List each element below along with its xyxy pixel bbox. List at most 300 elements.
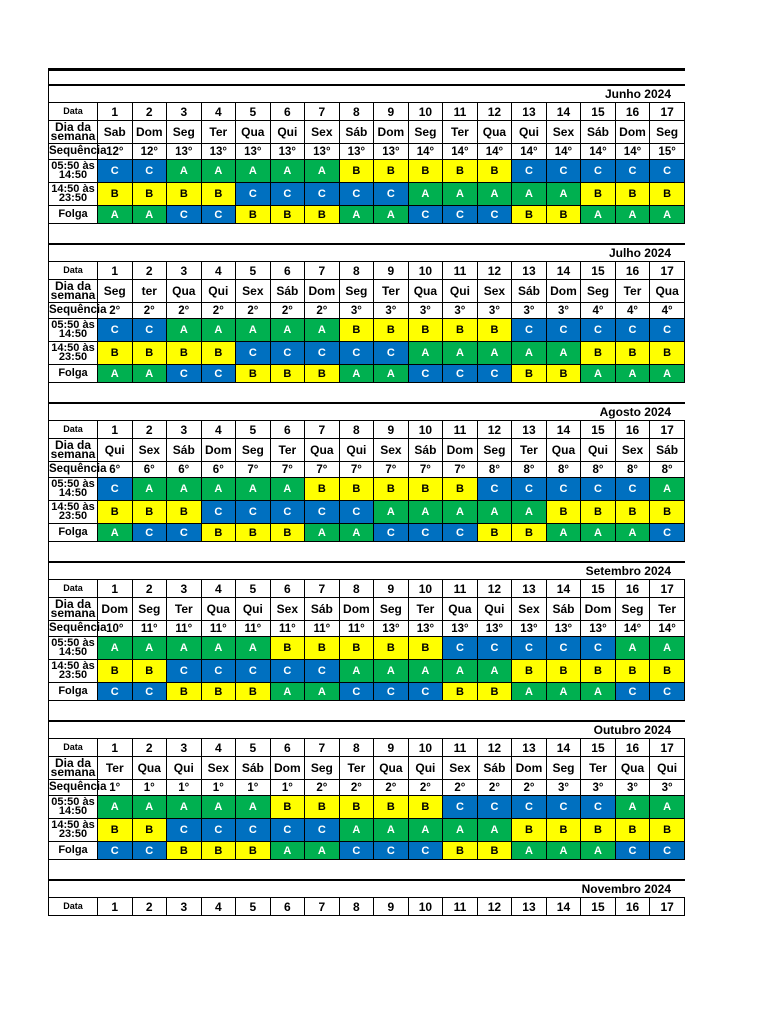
shift-cell: B (374, 478, 409, 501)
shift-cell: A (201, 637, 236, 660)
sequence-cell: 12° (132, 144, 167, 160)
shift-cell: B (98, 660, 133, 683)
row-label: Data (49, 580, 98, 598)
shift-cell: B (650, 342, 685, 365)
folga-cell: B (477, 683, 512, 701)
date-cell: 7 (305, 103, 340, 121)
row-label: Dia da semana (49, 439, 98, 462)
sequence-cell: 8° (650, 462, 685, 478)
shift-cell: A (339, 660, 374, 683)
date-cell: 4 (201, 580, 236, 598)
weekday-row (49, 121, 685, 144)
shift-cell: C (443, 796, 478, 819)
weekday-row (49, 280, 685, 303)
date-cell: 1 (98, 103, 133, 121)
weekday-cell: Ter (443, 121, 478, 144)
date-cell: 6 (270, 103, 305, 121)
shift-cell: B (167, 183, 202, 206)
date-cell: 15 (581, 898, 616, 916)
date-cell: 5 (236, 262, 271, 280)
sequence-cell: 8° (477, 462, 512, 478)
date-cell: 16 (615, 103, 650, 121)
date-cell: 16 (615, 739, 650, 757)
weekday-cell: Seg (132, 598, 167, 621)
shift-cell: B (374, 319, 409, 342)
shift-cell: C (236, 342, 271, 365)
sequence-cell: 2° (132, 303, 167, 319)
weekday-cell: Ter (512, 439, 547, 462)
month-title: Setembro 2024 (585, 564, 671, 578)
weekday-cell: Dom (374, 121, 409, 144)
folga-cell: C (477, 365, 512, 383)
month-title: Junho 2024 (604, 87, 671, 101)
folga-cell: B (477, 842, 512, 860)
date-cell: 17 (650, 421, 685, 439)
date-cell: 4 (201, 739, 236, 757)
date-cell: 2 (132, 739, 167, 757)
shift-cell: B (132, 342, 167, 365)
shift-cell: B (305, 478, 340, 501)
sequence-cell: 13° (339, 144, 374, 160)
date-cell: 10 (408, 898, 443, 916)
weekday-cell: Seg (615, 598, 650, 621)
morning-shift-row (49, 319, 685, 342)
date-cell: 7 (305, 739, 340, 757)
shift-cell: B (581, 819, 616, 842)
date-cell: 5 (236, 580, 271, 598)
folga-cell: C (339, 842, 374, 860)
sequence-cell: 1° (132, 780, 167, 796)
shift-cell: B (98, 183, 133, 206)
weekday-cell: Seg (339, 280, 374, 303)
sequence-cell: 2° (270, 303, 305, 319)
folga-cell: B (236, 524, 271, 542)
shift-cell: A (98, 796, 133, 819)
shift-cell: C (546, 160, 581, 183)
row-label: Data (49, 103, 98, 121)
shift-cell: C (546, 319, 581, 342)
shift-cell: C (305, 660, 340, 683)
weekday-cell: Sex (615, 439, 650, 462)
weekday-cell: Sex (132, 439, 167, 462)
month-header (48, 402, 685, 420)
shift-cell: C (132, 160, 167, 183)
weekday-cell: Qua (443, 598, 478, 621)
shift-cell: A (374, 660, 409, 683)
shift-cell: C (512, 478, 547, 501)
folga-cell: C (443, 524, 478, 542)
weekday-cell: Qui (408, 757, 443, 780)
sequence-cell: 2° (305, 780, 340, 796)
date-cell: 11 (443, 421, 478, 439)
weekday-cell: Sáb (512, 280, 547, 303)
shift-cell: A (615, 796, 650, 819)
date-cell: 3 (167, 739, 202, 757)
date-cell: 4 (201, 262, 236, 280)
folga-cell: A (98, 365, 133, 383)
date-cell: 11 (443, 580, 478, 598)
weekday-cell: Sáb (167, 439, 202, 462)
sequence-cell: 13° (581, 621, 616, 637)
month-block (48, 561, 685, 701)
weekday-cell: Qua (132, 757, 167, 780)
shift-cell: B (270, 796, 305, 819)
weekday-cell: Ter (408, 598, 443, 621)
sequence-cell: 8° (581, 462, 616, 478)
date-cell: 11 (443, 103, 478, 121)
row-label: Folga (49, 842, 98, 860)
folga-cell: B (167, 842, 202, 860)
shift-cell: B (443, 319, 478, 342)
folga-cell: C (374, 683, 409, 701)
sequence-cell: 14° (408, 144, 443, 160)
shift-cell: A (132, 478, 167, 501)
weekday-cell: Ter (650, 598, 685, 621)
folga-cell: C (201, 206, 236, 224)
shift-cell: C (98, 319, 133, 342)
date-cell: 14 (546, 739, 581, 757)
sequence-cell: 8° (615, 462, 650, 478)
folga-cell: A (270, 842, 305, 860)
shift-cell: B (443, 478, 478, 501)
weekday-cell: Qui (270, 121, 305, 144)
sequence-cell: 11° (167, 621, 202, 637)
month-table (48, 738, 685, 860)
folga-cell: C (167, 365, 202, 383)
date-cell: 2 (132, 262, 167, 280)
block-gap (48, 383, 685, 402)
weekday-cell: Sex (477, 280, 512, 303)
sequence-cell: 7° (236, 462, 271, 478)
weekday-cell: Seg (98, 280, 133, 303)
shift-cell: B (650, 660, 685, 683)
weekday-cell: Ter (339, 757, 374, 780)
date-cell: 15 (581, 262, 616, 280)
folga-cell: B (201, 842, 236, 860)
folga-cell: B (546, 206, 581, 224)
row-label: 14:50 às 23:50 (49, 819, 98, 842)
folga-cell: C (408, 365, 443, 383)
weekday-cell: Qui (339, 439, 374, 462)
folga-cell: A (339, 206, 374, 224)
date-cell: 14 (546, 103, 581, 121)
folga-cell: B (512, 365, 547, 383)
month-block (48, 402, 685, 542)
row-label: Sequência (49, 621, 98, 637)
month-table (48, 261, 685, 383)
folga-cell: C (339, 683, 374, 701)
sequence-cell: 4° (650, 303, 685, 319)
weekday-cell: Sex (443, 757, 478, 780)
date-cell: 14 (546, 262, 581, 280)
shift-cell: B (305, 637, 340, 660)
date-cell: 9 (374, 103, 409, 121)
evening-shift-row (49, 660, 685, 683)
weekday-cell: Seg (650, 121, 685, 144)
shift-cell: A (650, 796, 685, 819)
folga-cell: C (374, 524, 409, 542)
shift-cell: A (615, 637, 650, 660)
folga-cell: B (477, 524, 512, 542)
shift-cell: B (132, 660, 167, 683)
shift-cell: A (443, 501, 478, 524)
shift-cell: A (167, 478, 202, 501)
date-cell: 12 (477, 421, 512, 439)
folga-cell: C (98, 842, 133, 860)
date-cell: 4 (201, 898, 236, 916)
month-table (48, 102, 685, 224)
date-cell: 2 (132, 580, 167, 598)
shift-cell: C (270, 342, 305, 365)
sequence-cell: 2° (201, 303, 236, 319)
folga-cell: C (443, 365, 478, 383)
folga-cell: C (408, 206, 443, 224)
shift-cell: C (236, 819, 271, 842)
weekday-cell: Dom (581, 598, 616, 621)
shift-cell: C (167, 819, 202, 842)
shift-cell: A (270, 160, 305, 183)
sequence-cell: 3° (546, 303, 581, 319)
folga-cell: A (339, 365, 374, 383)
date-cell: 4 (201, 421, 236, 439)
sequence-cell: 7° (339, 462, 374, 478)
shift-cell: C (581, 796, 616, 819)
shift-cell: B (408, 160, 443, 183)
row-label: Sequência (49, 780, 98, 796)
month-table (48, 420, 685, 542)
weekday-cell: Sex (305, 121, 340, 144)
weekday-cell: Sex (201, 757, 236, 780)
sequence-cell: 2° (512, 780, 547, 796)
weekday-cell: Seg (408, 121, 443, 144)
sequence-cell: 14° (581, 144, 616, 160)
sequence-cell: 2° (339, 780, 374, 796)
date-cell: 16 (615, 580, 650, 598)
folga-cell: A (546, 683, 581, 701)
shift-cell: B (339, 319, 374, 342)
folga-cell: C (650, 524, 685, 542)
date-cell: 17 (650, 739, 685, 757)
shift-cell: C (581, 478, 616, 501)
shift-cell: B (339, 478, 374, 501)
weekday-row (49, 598, 685, 621)
weekday-cell: Sáb (650, 439, 685, 462)
weekday-cell: Seg (374, 598, 409, 621)
weekday-cell: Dom (201, 439, 236, 462)
row-label: 05:50 às 14:50 (49, 637, 98, 660)
folga-cell: A (650, 206, 685, 224)
folga-cell: C (167, 206, 202, 224)
row-label: 05:50 às 14:50 (49, 478, 98, 501)
sequence-cell: 6° (132, 462, 167, 478)
evening-shift-row (49, 819, 685, 842)
row-label: 05:50 às 14:50 (49, 319, 98, 342)
weekday-cell: Qua (650, 280, 685, 303)
sequence-cell: 13° (201, 144, 236, 160)
shift-cell: A (546, 342, 581, 365)
shift-cell: A (236, 478, 271, 501)
month-title: Outubro 2024 (593, 723, 671, 737)
month-header (48, 243, 685, 261)
shift-cell: C (132, 319, 167, 342)
shift-cell: A (477, 660, 512, 683)
shift-cell: B (615, 183, 650, 206)
month-header (48, 879, 685, 897)
shift-cell: A (236, 160, 271, 183)
folga-cell: B (305, 365, 340, 383)
date-cell: 9 (374, 898, 409, 916)
folga-cell: A (270, 683, 305, 701)
shift-cell: C (339, 501, 374, 524)
folga-cell: A (305, 524, 340, 542)
shift-cell: C (512, 319, 547, 342)
sequence-cell: 11° (201, 621, 236, 637)
sequence-cell: 8° (512, 462, 547, 478)
folga-cell: B (443, 683, 478, 701)
date-cell: 1 (98, 580, 133, 598)
date-cell: 17 (650, 898, 685, 916)
date-cell: 7 (305, 262, 340, 280)
shift-cell: C (236, 183, 271, 206)
date-cell: 17 (650, 580, 685, 598)
weekday-cell: Dom (546, 280, 581, 303)
month-header (48, 84, 685, 102)
sequence-cell: 11° (132, 621, 167, 637)
date-cell: 6 (270, 580, 305, 598)
shift-cell: C (615, 319, 650, 342)
weekday-cell: Ter (167, 598, 202, 621)
sequence-cell: 7° (374, 462, 409, 478)
folga-cell: A (546, 524, 581, 542)
shift-cell: B (374, 160, 409, 183)
sequence-cell: 14° (546, 144, 581, 160)
shift-cell: B (581, 501, 616, 524)
shift-cell: A (477, 183, 512, 206)
weekday-cell: Qui (581, 439, 616, 462)
months-container (48, 84, 685, 916)
date-cell: 3 (167, 421, 202, 439)
shift-cell: C (270, 501, 305, 524)
shift-cell: A (477, 819, 512, 842)
shift-cell: C (581, 637, 616, 660)
sequence-cell: 14° (512, 144, 547, 160)
folga-cell: B (236, 365, 271, 383)
sequence-cell: 14° (615, 621, 650, 637)
shift-cell: C (305, 501, 340, 524)
shift-cell: C (305, 183, 340, 206)
folga-cell: B (201, 683, 236, 701)
row-label: Dia da semana (49, 280, 98, 303)
weekday-cell: Sáb (236, 757, 271, 780)
month-title: Novembro 2024 (581, 882, 671, 896)
row-label: Sequência (49, 462, 98, 478)
sequence-cell: 14° (650, 621, 685, 637)
date-cell: 8 (339, 739, 374, 757)
date-row (49, 421, 685, 439)
month-block (48, 879, 685, 916)
weekday-cell: Sáb (546, 598, 581, 621)
date-cell: 8 (339, 262, 374, 280)
folga-cell: B (305, 206, 340, 224)
sequence-cell: 2° (305, 303, 340, 319)
folga-cell: B (236, 206, 271, 224)
shift-cell: A (236, 319, 271, 342)
weekday-cell: Sex (236, 280, 271, 303)
date-cell: 12 (477, 262, 512, 280)
folga-cell: A (132, 206, 167, 224)
sequence-cell: 3° (339, 303, 374, 319)
folga-cell: C (132, 842, 167, 860)
shift-cell: B (477, 160, 512, 183)
block-gap (48, 701, 685, 720)
date-cell: 9 (374, 739, 409, 757)
sequence-cell: 11° (305, 621, 340, 637)
shift-cell: C (98, 160, 133, 183)
shift-cell: A (512, 501, 547, 524)
shift-cell: B (650, 501, 685, 524)
row-label: Dia da semana (49, 121, 98, 144)
date-cell: 8 (339, 103, 374, 121)
month-title: Julho 2024 (608, 246, 671, 260)
sequence-cell: 1° (98, 780, 133, 796)
shift-cell: C (650, 160, 685, 183)
folga-cell: C (132, 683, 167, 701)
sequence-cell: 11° (236, 621, 271, 637)
folga-cell: B (546, 365, 581, 383)
weekday-cell: Ter (201, 121, 236, 144)
date-cell: 16 (615, 898, 650, 916)
shift-cell: A (167, 160, 202, 183)
weekday-cell: Sáb (270, 280, 305, 303)
weekday-cell: Sáb (305, 598, 340, 621)
folga-cell: C (167, 524, 202, 542)
folga-cell: C (201, 365, 236, 383)
date-row (49, 103, 685, 121)
sequence-row (49, 621, 685, 637)
row-label: Data (49, 421, 98, 439)
shift-cell: A (305, 160, 340, 183)
folga-cell: A (615, 365, 650, 383)
sequence-cell: 3° (408, 303, 443, 319)
weekday-cell: Qua (236, 121, 271, 144)
folga-cell: A (132, 365, 167, 383)
date-cell: 6 (270, 739, 305, 757)
shift-cell: B (615, 501, 650, 524)
row-label: 14:50 às 23:50 (49, 183, 98, 206)
folga-cell: C (615, 842, 650, 860)
weekday-cell: Seg (546, 757, 581, 780)
sequence-cell: 13° (512, 621, 547, 637)
date-cell: 14 (546, 421, 581, 439)
shift-cell: C (512, 637, 547, 660)
row-label: Data (49, 739, 98, 757)
date-cell: 1 (98, 898, 133, 916)
shift-cell: C (581, 160, 616, 183)
sequence-cell: 7° (270, 462, 305, 478)
shift-cell: A (408, 342, 443, 365)
folga-cell: B (236, 683, 271, 701)
weekday-cell: Qui (512, 121, 547, 144)
sequence-cell: 13° (546, 621, 581, 637)
shift-cell: C (167, 660, 202, 683)
date-cell: 3 (167, 580, 202, 598)
shift-cell: B (132, 501, 167, 524)
folga-cell: C (408, 842, 443, 860)
weekday-cell: Qua (374, 757, 409, 780)
shift-cell: A (132, 796, 167, 819)
date-cell: 17 (650, 262, 685, 280)
month-title: Agosto 2024 (599, 405, 671, 419)
